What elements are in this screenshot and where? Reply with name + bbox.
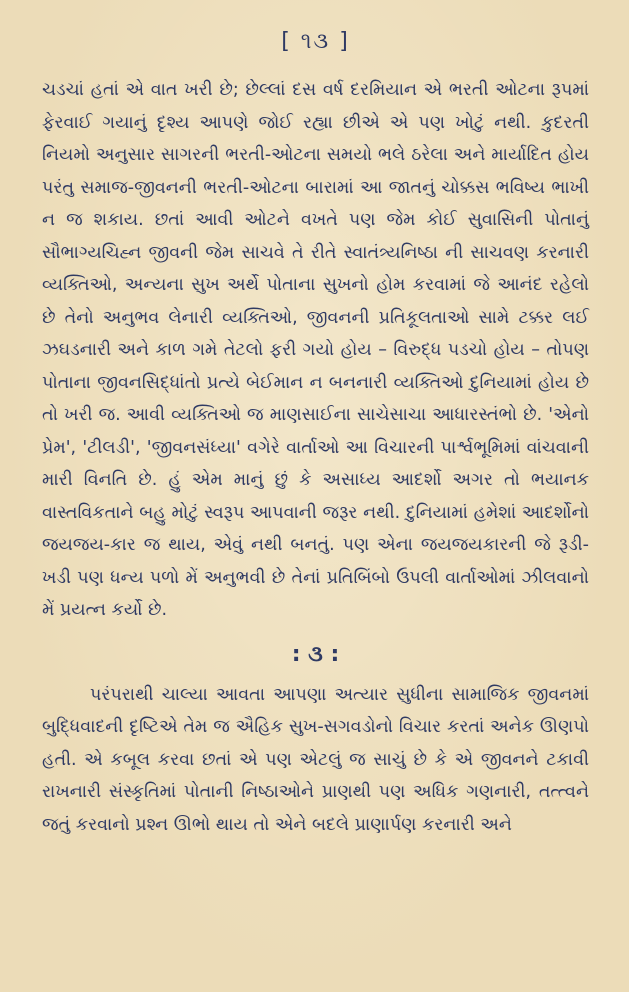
paragraph-1: ચડચાં હતાં એ વાત ખરી છે; છેલ્લાં દસ વર્ષ દરમિયાન એ ભરતી ઓટના રૂપમાં ફેરવાઈ ગયાનું દૃશ્ય આપણે જોઈ રહ્યા છીએ એ પણ ખોટું નથી. કુદરતી નિયમો અનુસાર સાગરની ભરતી-ઓટના સમયો ભલે ઠરેલા અને માર્યાદિત હોય પરંતુ સમાજ-જીવનની ભરતી-ઓટના બારામાં આ જાતનું ચોક્કસ ભવિષ્ય ભાખી ન જ શકાય. છતાં આવી ઓટને વખતે પણ જેમ કોઈ સુવાસિની પોતાનું સૌભાગ્યચિહ્ન જીવની જેમ સાચવે તે રીતે સ્વાતંત્ર્યનિષ્ઠા ની સાચવણ કરનારી વ્યક્તિઓ, અન્યના સુખ અર્થે પોતાના સુખનો હોમ કરવામાં જે આનંદ રહેલો છે તેનો અનુભવ લેનારી વ્યક્તિઓ, જીવનની પ્રતિકૂલતાઓ સામે ટક્કર લઈ ઝઘડનારી અને કાળ ગમે તેટલો ફરી ગયો હોય – વિરુદ્ધ પડચો હોય – તોપણ પોતાના જીવનસિદ્ધાંતો પ્રત્યે બેઈમાન ન બનનારી વ્યક્તિઓ દુનિયામાં હોય છે તો ખરી જ. આવી વ્યક્તિઓ જ માણસાઈના સાચેસાચા આધારસ્તંભો છે. 'એનો પ્રેમ', 'ટીલડી', 'જીવનસંધ્યા' વગેરે વાર્તાઓ આ વિચારની પાર્શ્વભૂમિમાં વાંચવાની મારી વિનતિ છે. હું એમ માનું છું કે અસાધ્ય આદર્શો અગર તો ભયાનક વાસ્તવિકતાને બહુ મોટું સ્વરૂપ આપવાની જરૂર નથી. દુનિયામાં હમેશાં આદર્શોનો જયજય-કાર જ થાય, એવું નથી બનતું. પણ એના જયજયકારની જે રૂડી-ખડી પણ ધન્ય પળો મેં અનુભવી છે તેનાં પ્રતિબિંબો ઉપલી વાર્તાઓમાં ઝીલવાનો મેં પ્રયત્ન કર્યો છે. — [42, 80, 589, 620]
section-number: : ૩ : — [291, 641, 340, 667]
paragraph-2-text: પરંપરાથી ચાલ્યા આવતા આપણા અત્યાર સુધીના સામાજિક જીવનમાં બુદ્ધિવાદની દૃષ્ટિએ તેમ જ ઐહિક સુખ-સગવડોનો વિચાર કરતાં અનેક ઊણપો હતી. એ કબૂલ કરવા છતાં એ પણ એટલું જ સાચું છે કે એ જીવનને ટકાવી રાખનારી સંસ્કૃતિમાં પોતાની નિષ્ઠાઓને પ્રાણથી પણ અધિક ગણનારી, તત્ત્વને જતું કરવાનો પ્રશ્ન ઊભો થાય તો એને બદલે પ્રાણાર્પણ કરનારી અને — [42, 684, 589, 835]
paragraph-2 — [42, 679, 589, 842]
page-number: [ ૧૩ ] — [281, 29, 350, 54]
